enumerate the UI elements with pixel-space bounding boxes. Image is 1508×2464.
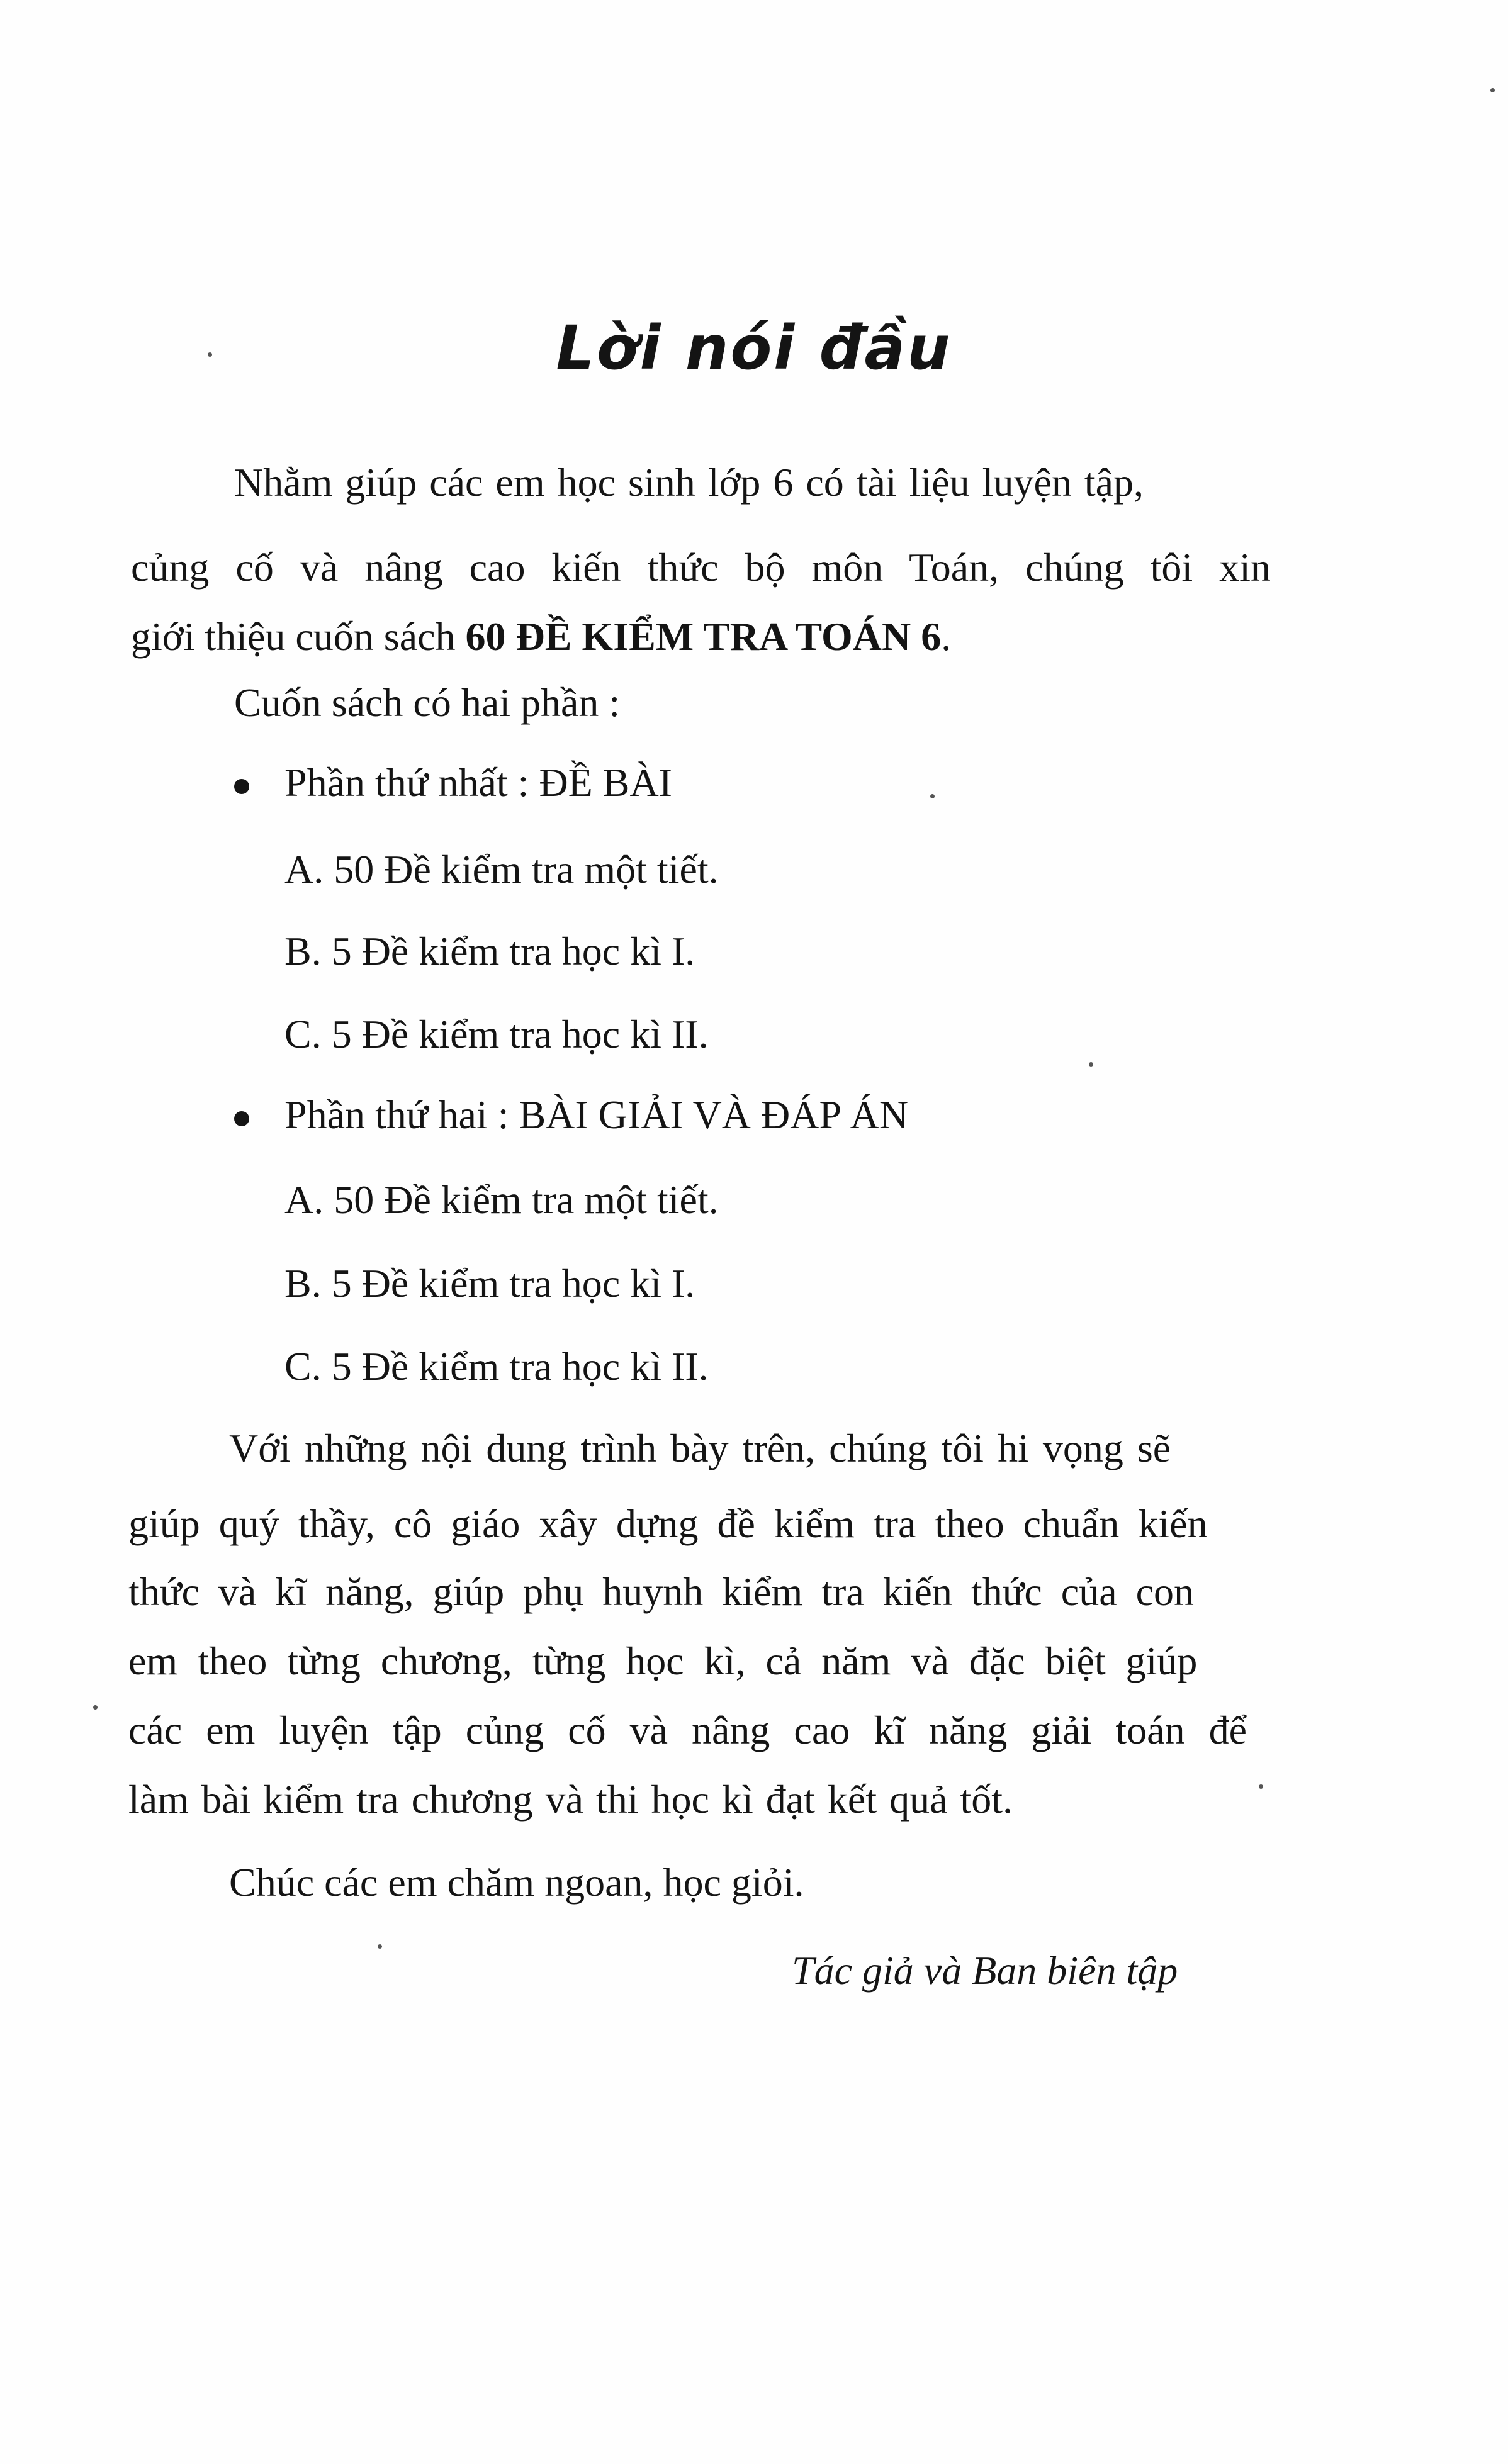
scan-speck	[208, 352, 212, 357]
part-1-item-c: C. 5 Đề kiểm tra học kì II.	[284, 1012, 709, 1056]
body-line-3: thức và kĩ năng, giúp phụ huynh kiểm tra kiến thức của con	[128, 1569, 1194, 1614]
intro-line-3-prefix: giới thiệu cuốn sách	[131, 614, 466, 659]
signature: Tác giả và Ban biên tập	[792, 1948, 1178, 1993]
part-1-item-b: B. 5 Đề kiểm tra học kì I.	[284, 929, 695, 973]
scan-speck	[1259, 1784, 1263, 1789]
body-line-5: các em luyện tập củng cố và nâng cao kĩ năng giải toán để	[128, 1708, 1247, 1752]
scan-speck	[1089, 1062, 1093, 1067]
body-line-4: em theo từng chương, từng học kì, cả năm và đặc biệt giúp	[128, 1638, 1198, 1683]
scan-speck	[93, 1705, 98, 1710]
bullet-icon	[234, 779, 249, 794]
part-2-title: Phần thứ hai : BÀI GIẢI VÀ ĐÁP ÁN	[284, 1092, 909, 1137]
body-line-1: Với những nội dung trình bày trên, chúng tôi hi vọng sẽ	[229, 1426, 1171, 1470]
part-1-title: Phần thứ nhất : ĐỀ BÀI	[284, 760, 672, 805]
bullet-icon	[234, 1111, 249, 1126]
scan-speck	[1490, 88, 1495, 92]
intro-line-3	[131, 614, 952, 659]
body-line-6: làm bài kiểm tra chương và thi học kì đạt kết quả tốt.	[128, 1777, 1013, 1822]
book-title: 60 ĐỀ KIỂM TRA TOÁN 6	[465, 614, 942, 659]
scan-speck	[378, 1944, 382, 1949]
parts-intro: Cuốn sách có hai phần :	[234, 680, 621, 725]
part-2-item-c: C. 5 Đề kiểm tra học kì II.	[284, 1344, 709, 1389]
part-2-item-a: A. 50 Đề kiểm tra một tiết.	[284, 1177, 719, 1222]
intro-line-2: củng cố và nâng cao kiến thức bộ môn Toán, chúng tôi xin	[131, 545, 1271, 590]
scan-speck	[930, 794, 935, 798]
part-2-item-b: B. 5 Đề kiểm tra học kì I.	[284, 1261, 695, 1306]
body-line-2: giúp quý thầy, cô giáo xây dựng đề kiểm tra theo chuẩn kiến	[128, 1501, 1208, 1546]
intro-line-3-suffix: .	[941, 614, 952, 659]
page-title: Lời nói đầu	[556, 313, 952, 383]
intro-line-1: Nhằm giúp các em học sinh lớp 6 có tài liệu luyện tập,	[234, 460, 1144, 505]
closing-line: Chúc các em chăm ngoan, học giỏi.	[229, 1860, 804, 1905]
part-1-item-a: A. 50 Đề kiểm tra một tiết.	[284, 847, 719, 892]
